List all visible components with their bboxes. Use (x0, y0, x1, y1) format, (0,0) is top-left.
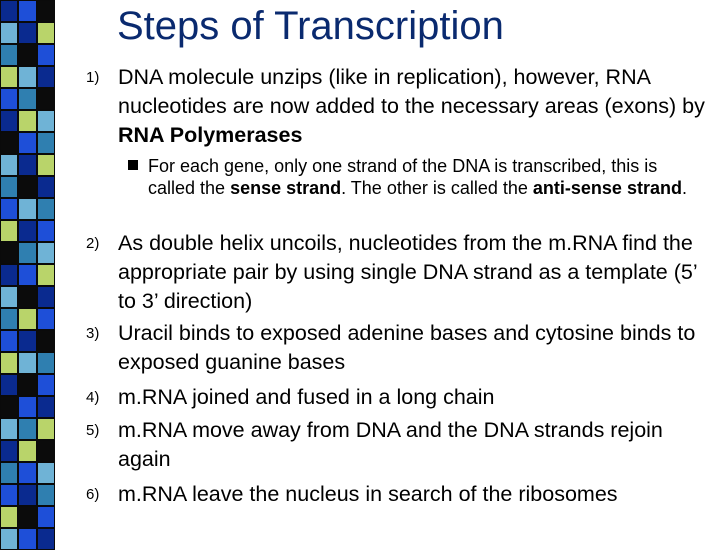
step-1-bold: RNA Polymerases (118, 123, 303, 147)
stripe-tile (37, 66, 55, 88)
slide-title: Steps of Transcription (117, 4, 504, 48)
step-1-text: DNA molecule unzips (like in replication), however, RNA nucleotides are now added to the necessary areas (exons) by (118, 65, 705, 118)
stripe-tile (0, 308, 18, 330)
stripe-tile (18, 528, 36, 550)
stripe-tile (37, 154, 55, 176)
square-bullet-icon (128, 160, 138, 170)
stripe-tile (37, 418, 55, 440)
stripe-tile (37, 462, 55, 484)
stripe-tile (37, 264, 55, 286)
step-3-number: 3) (86, 325, 100, 342)
stripe-tile (0, 198, 18, 220)
stripe-tile (18, 506, 36, 528)
step-4 (86, 383, 708, 412)
stripe-tile (0, 44, 18, 66)
step-2-text: As double helix uncoils, nucleotides from the m.RNA find the appropriate pair by using single DNA strand as a template (5’ to 3’ direction) (118, 231, 697, 313)
stripe-tile (18, 22, 36, 44)
step-1-number: 1) (86, 69, 100, 86)
stripe-tile (18, 198, 36, 220)
stripe-tile (18, 484, 36, 506)
stripe-tile (18, 330, 36, 352)
stripe-tile (0, 220, 18, 242)
sub-bullet-text-a: For each gene, only one strand of the DNA is transcribed, this is called the (148, 156, 658, 198)
sub-bullet-text-b: . The other is called the (341, 178, 533, 198)
stripe-tile (37, 198, 55, 220)
stripe-tile (37, 484, 55, 506)
stripe-tile (37, 110, 55, 132)
stripe-tile (0, 352, 18, 374)
stripe-tile (18, 308, 36, 330)
sub-bullet-bold-a: sense strand (230, 178, 342, 198)
stripe-tile (0, 132, 18, 154)
stripe-tile (37, 308, 55, 330)
stripe-tile (18, 110, 36, 132)
step-5 (86, 416, 708, 474)
stripe-tile (0, 176, 18, 198)
step-6-number: 6) (86, 486, 100, 503)
stripe-tile (18, 220, 36, 242)
step-5-text: m.RNA move away from DNA and the DNA strands rejoin again (118, 418, 663, 471)
sub-bullet-bold-b: anti-sense strand (532, 178, 682, 198)
stripe-tile (18, 132, 36, 154)
stripe-tile (0, 418, 18, 440)
step-6-text: m.RNA leave the nucleus in search of the ribosomes (118, 482, 618, 506)
stripe-tile (37, 242, 55, 264)
stripe-tile (18, 418, 36, 440)
stripe-tile (37, 286, 55, 308)
stripe-tile (18, 462, 36, 484)
step-3 (86, 319, 708, 377)
stripe-tile (18, 66, 36, 88)
stripe-tile (18, 0, 36, 22)
stripe-tile (37, 528, 55, 550)
step-5-number: 5) (86, 422, 100, 439)
stripe-tile (37, 44, 55, 66)
stripe-tile (0, 374, 18, 396)
stripe-tile (0, 330, 18, 352)
stripe-tile (0, 462, 18, 484)
sub-bullet-text-c: . (681, 178, 687, 198)
stripe-tile (18, 176, 36, 198)
step-6 (86, 480, 708, 509)
stripe-tile (37, 88, 55, 110)
stripe-tile (0, 22, 18, 44)
stripe-tile (37, 176, 55, 198)
step-2 (86, 229, 708, 316)
stripe-tile (37, 440, 55, 462)
stripe-tile (0, 396, 18, 418)
stripe-tile (18, 352, 36, 374)
step-1 (86, 63, 708, 150)
stripe-tile (0, 0, 18, 22)
stripe-tile (0, 88, 18, 110)
stripe-tile (37, 220, 55, 242)
stripe-tile (37, 352, 55, 374)
stripe-tile (37, 506, 55, 528)
stripe-tile (0, 484, 18, 506)
step-3-text: Uracil binds to exposed adenine bases and cytosine binds to exposed guanine bases (118, 321, 696, 374)
step-4-number: 4) (86, 389, 100, 406)
stripe-tile (18, 440, 36, 462)
stripe-tile (0, 264, 18, 286)
stripe-tile (0, 506, 18, 528)
stripe-tile (37, 330, 55, 352)
stripe-tile (0, 286, 18, 308)
stripe-tile (18, 44, 36, 66)
stripe-tile (0, 66, 18, 88)
stripe-tile (18, 396, 36, 418)
sub-bullet (148, 155, 708, 199)
decorative-stripe (0, 0, 55, 540)
stripe-tile (18, 264, 36, 286)
stripe-tile (0, 528, 18, 550)
stripe-tile (37, 0, 55, 22)
stripe-tile (37, 396, 55, 418)
stripe-tile (37, 132, 55, 154)
stripe-tile (0, 242, 18, 264)
stripe-tile (18, 154, 36, 176)
stripe-tile (18, 286, 36, 308)
stripe-tile (37, 22, 55, 44)
stripe-tile (18, 88, 36, 110)
stripe-tile (18, 242, 36, 264)
step-4-text: m.RNA joined and fused in a long chain (118, 385, 495, 409)
step-2-number: 2) (86, 235, 100, 252)
stripe-tile (0, 110, 18, 132)
stripe-tile (18, 374, 36, 396)
stripe-tile (37, 374, 55, 396)
stripe-tile (0, 154, 18, 176)
stripe-tile (0, 440, 18, 462)
